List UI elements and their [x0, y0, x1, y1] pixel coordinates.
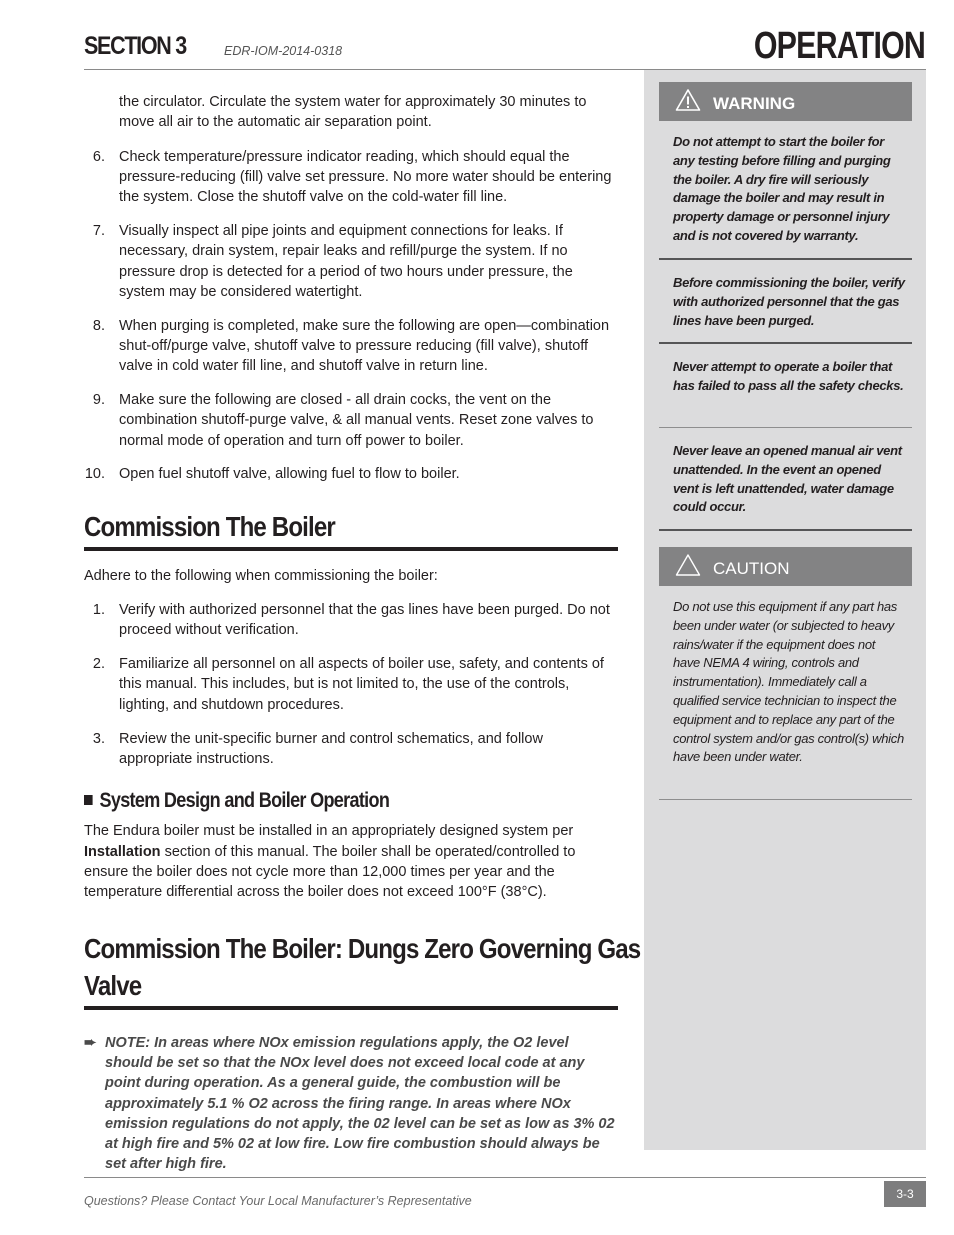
warning-icon — [675, 88, 701, 112]
paragraph-text: section of this manual. The boiler shall be operated/controlled to ensure the boiler does not cycle more than 12,000 times per year and the temperature differential across the boiler does not exceed 100°F (38°C). — [84, 843, 576, 901]
step-number: 2. — [92, 656, 105, 673]
heading-underline — [84, 547, 618, 551]
step-text: Visually inspect all pipe joints and equipment connections for leaks. If necessary, drain system, repair leaks and refill/purge the system. If no pressure drop is detected for a period of two hours under pressure, the system may be considered watertight. — [119, 222, 573, 300]
warning-divider — [659, 258, 912, 260]
warning-text-2: Before commissioning the boiler, verify with authorized personnel that the gas lines have been purged. — [673, 275, 905, 328]
section-label: SECTION 3 — [84, 32, 186, 60]
caution-divider — [659, 799, 912, 800]
step-text: Verify with authorized personnel that the gas lines have been purged. Do not proceed without verification. — [119, 602, 610, 639]
system-design-paragraph — [84, 821, 618, 902]
step-number: 3. — [92, 730, 105, 747]
list-item — [84, 221, 618, 302]
warning-divider — [659, 427, 912, 428]
step-number: 9. — [92, 392, 105, 409]
step-number: 10. — [84, 466, 105, 483]
footer-divider — [84, 1177, 926, 1178]
warning-text-1: Do not attempt to start the boiler for any testing before filling and purging the boiler. A dry fire will seriously damage the boiler and may result in property damage or personnel injury and is not covered by warranty. — [673, 134, 891, 243]
list-item — [84, 316, 618, 377]
warning-banner — [659, 82, 912, 121]
step-text: Check temperature/pressure indicator reading, which should equal the pressure-reducing (fill) valve set pressure. No more water should be entering the system. Close the shutoff valve on the cold-water fill line. — [119, 148, 612, 206]
warning-text-3: Never attempt to operate a boiler that has failed to pass all the safety checks. — [673, 359, 904, 393]
step-text: Familiarize all personnel on all aspects of boiler use, safety, and contents of this manual. This includes, but is not limited to, the use of the controls, lighting, and shutdown procedures. — [119, 656, 604, 713]
warning-text-4: Never leave an opened manual air vent unattended. In the event an opened vent is left unattended, water damage could occur. — [673, 443, 902, 515]
dungs-heading-line2: Valve — [84, 969, 142, 1001]
step-text: Make sure the following are closed - all drain cocks, the vent on the combination shutoff-purge valve, & all manual vents. Reset zone valves to normal mode of operation and turn off power to boiler. — [119, 392, 594, 449]
system-design-heading-text: System Design and Boiler Operation — [99, 789, 390, 813]
system-design-heading — [84, 791, 543, 811]
arrow-right-icon: ➨ — [84, 1034, 97, 1051]
list-item — [84, 729, 618, 770]
list-item — [84, 147, 618, 208]
warning-divider — [659, 342, 912, 344]
list-item — [84, 600, 618, 641]
safety-sidebar — [644, 70, 926, 1150]
commission-intro: Adhere to the following when commissioning the boiler: — [84, 567, 438, 584]
page-title: OPERATION — [753, 25, 925, 67]
list-item — [84, 464, 618, 484]
dungs-heading-line1: Commission The Boiler: Dungs Zero Governing Gas — [84, 932, 641, 964]
page-number: 3-3 — [884, 1181, 926, 1207]
step-number: 1. — [92, 602, 105, 619]
square-bullet-icon — [84, 795, 93, 805]
paragraph-text: The Endura boiler must be installed in an appropriately designed system per — [84, 823, 574, 840]
step-text: When purging is completed, make sure the following are open—combination shut-off/purge valve, shutoff valve to pressure reducing (fill valve), shutoff valve in cold water fill line, and shutoff valve in return line. — [119, 317, 610, 375]
step-text: Review the unit-specific burner and control schematics, and follow appropriate instructions. — [119, 730, 543, 767]
installation-reference: Installation — [84, 843, 161, 860]
commission-steps — [84, 600, 618, 769]
caution-banner — [659, 547, 912, 586]
commission-heading: Commission The Boiler — [84, 510, 335, 542]
step-text: Open fuel shutoff valve, allowing fuel to flow to boiler. — [119, 466, 460, 483]
caution-label: CAUTION — [713, 559, 790, 578]
caution-text: Do not use this equipment if any part has been under water (or subjected to heavy rains/water if the equipment does not have NEMA 4 wiring, controls and instrumentation). Immediately call a qualified service technician to inspect the equipment and to replace any part of the control system and/or gas control(s) which have been under water. — [673, 599, 904, 765]
caution-icon — [675, 553, 701, 577]
step-number: 8. — [92, 317, 105, 334]
warning-divider — [659, 529, 912, 531]
step-text: the circulator. Circulate the system water for approximately 30 minutes to move all air to the automatic air separation point. — [119, 94, 587, 131]
list-item — [84, 92, 618, 133]
document-code: EDR-IOM-2014-0318 — [224, 44, 343, 58]
warning-label: WARNING — [713, 94, 796, 113]
note-text: NOTE: In areas where NOx emission regulations apply, the O2 level should be set so that the NOx level does not exceed local code at any point during operation. As a general guide, the combustion will be approximately 5.1 % O2 across the firing range. In areas where NOx emission regulations do not apply, the 02 level can be set as low as 3% 02 at high fire and 5% 02 at low fire. Low fire combustion should always be set after high fire. — [105, 1034, 615, 1173]
step-number: 7. — [92, 222, 105, 239]
list-item — [84, 654, 618, 715]
purge-steps — [84, 92, 618, 485]
list-item — [84, 390, 618, 451]
note-block — [84, 1033, 618, 1175]
main-content — [84, 92, 641, 1175]
footer-text: Questions? Please Contact Your Local Manufacturer’s Representative — [84, 1194, 472, 1208]
heading-underline — [84, 1006, 618, 1010]
step-number: 6. — [92, 148, 105, 165]
